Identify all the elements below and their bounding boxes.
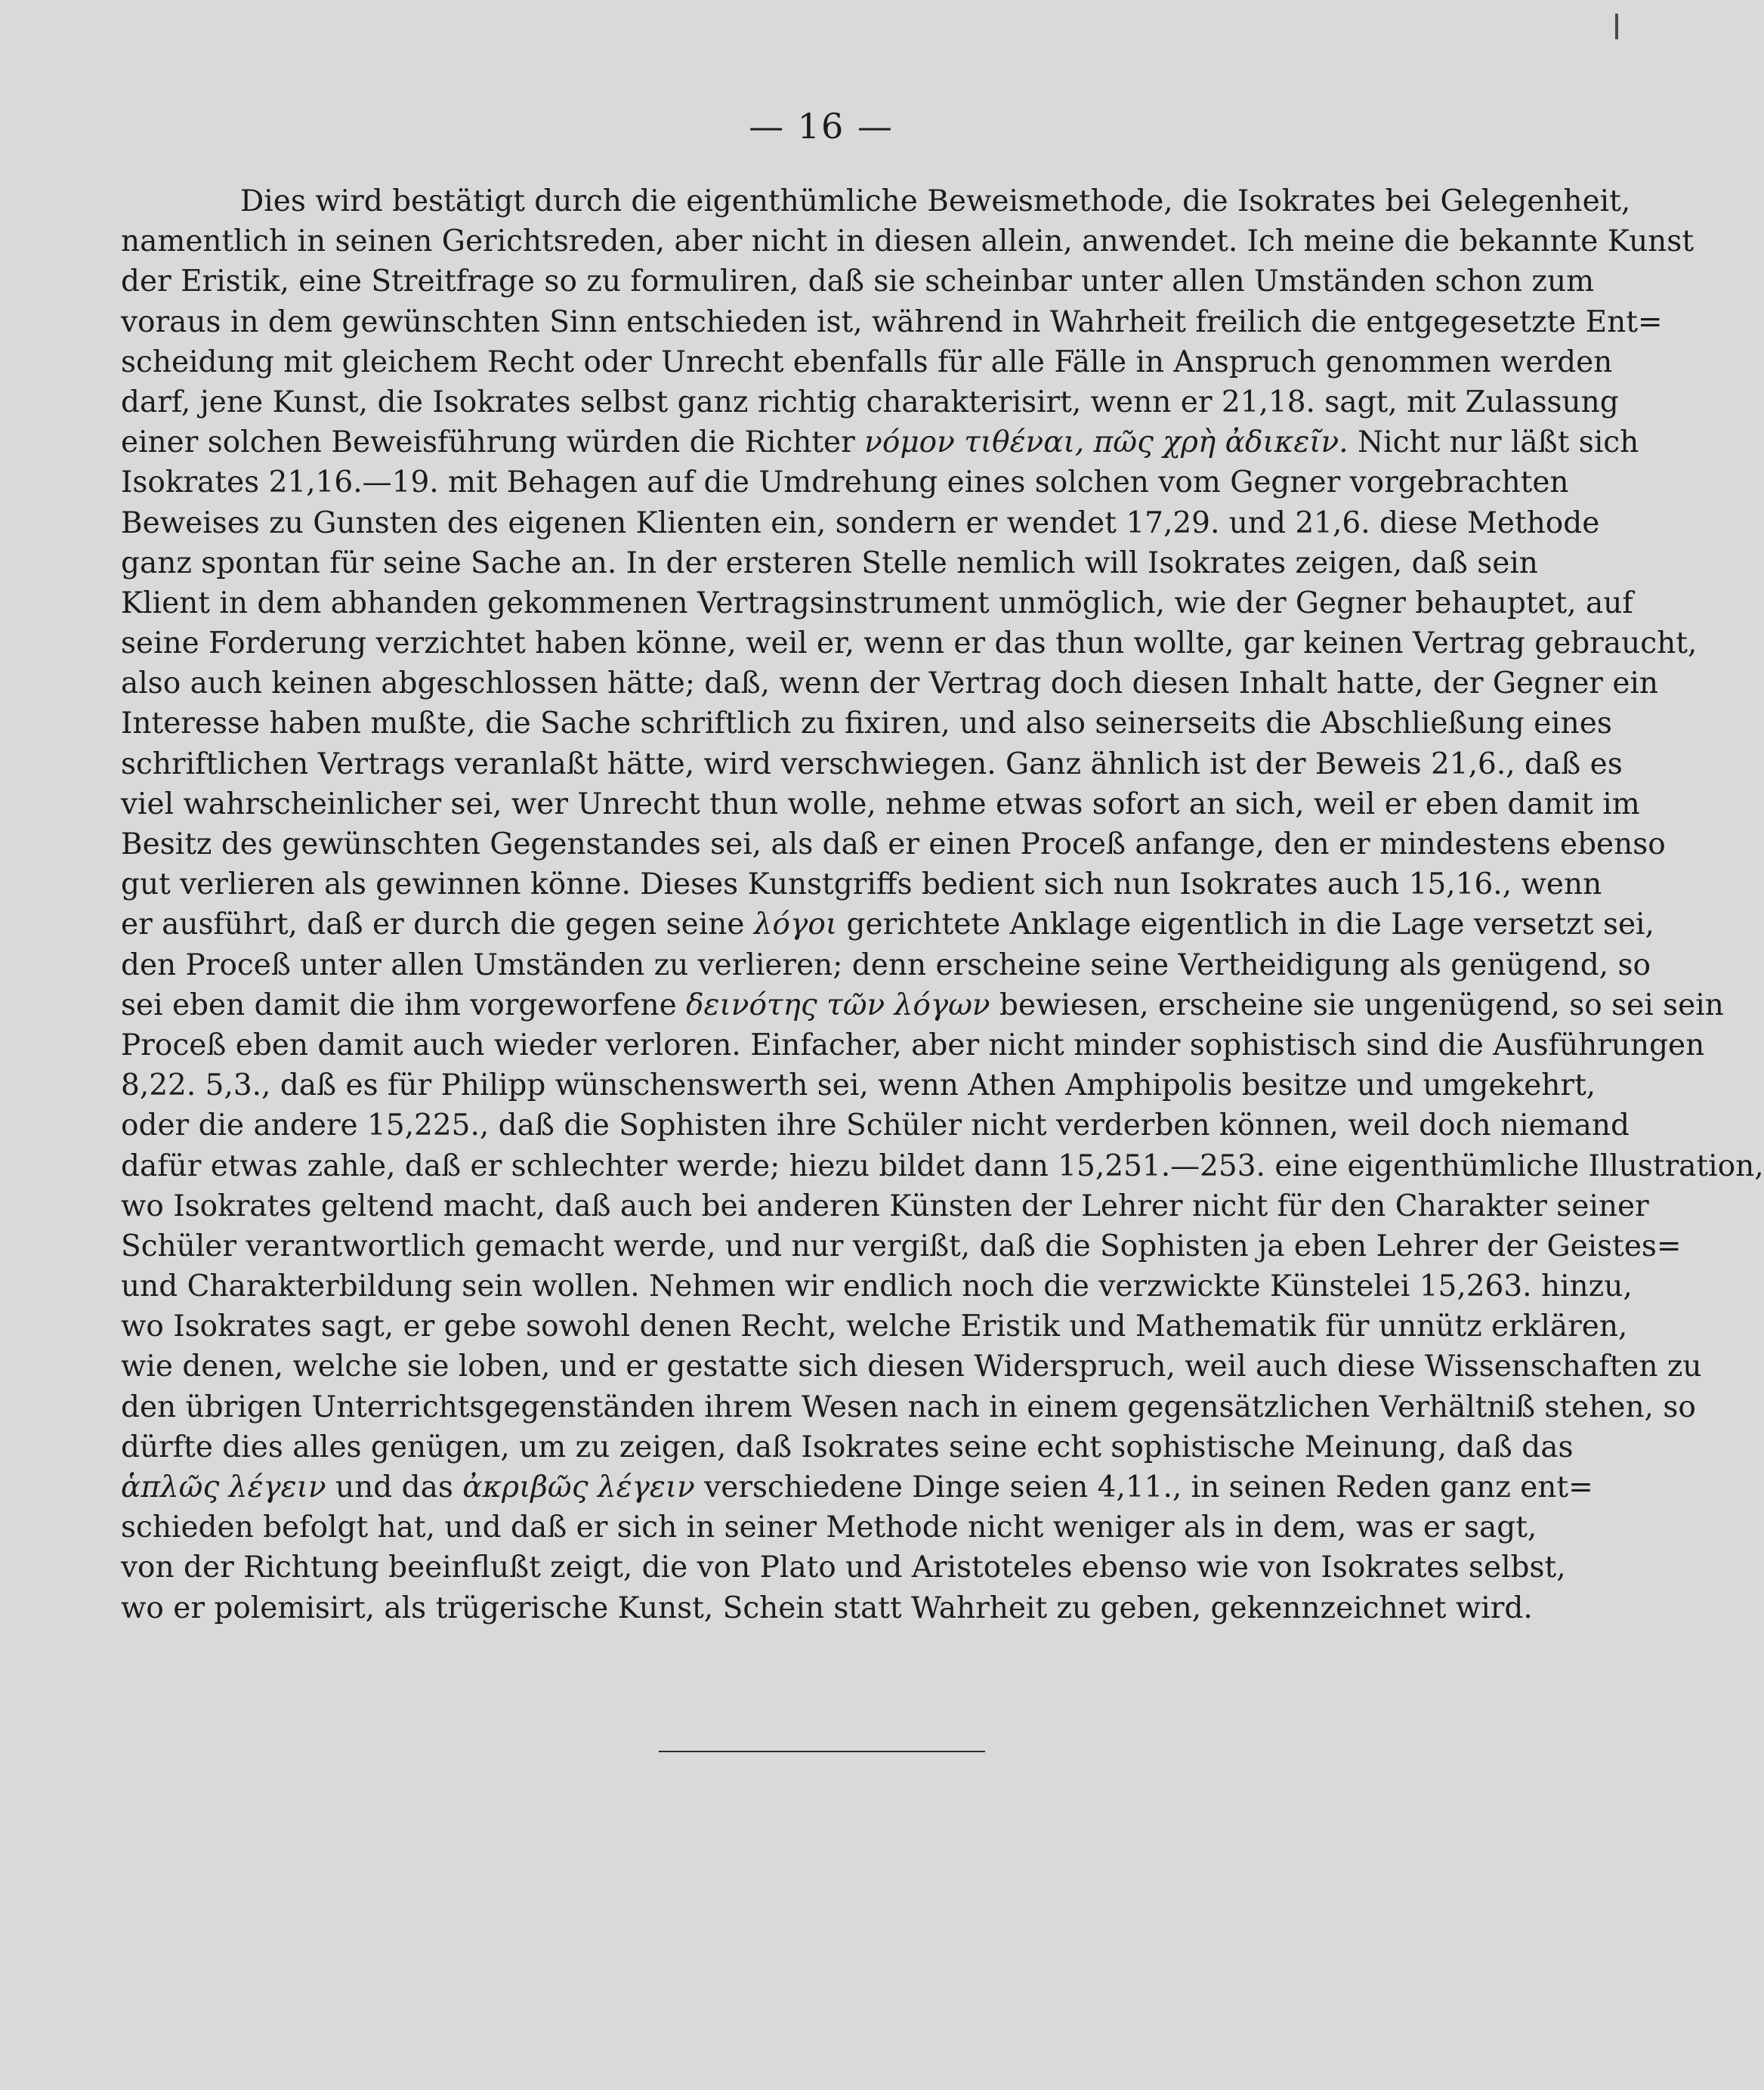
text-segment: sei eben damit die ihm vorgeworfene <box>121 988 687 1022</box>
scan-mark <box>1615 14 1618 39</box>
text-line: von der Richtung beeinflußt zeigt, die von Plato und Aristoteles ebenso wie von Isokrates selbst, <box>121 1550 1566 1585</box>
text-segment: Nicht nur läßt sich <box>1348 425 1639 460</box>
text-line: darf, jene Kunst, die Isokrates selbst ganz richtig charakterisirt, wenn er 21,18. sagt, mit Zulassung <box>121 385 1619 419</box>
text-line <box>121 985 1724 1025</box>
greek-phrase: ἁπλῶς λέγειν <box>121 1470 326 1504</box>
text-line: namentlich in seinen Gerichtsreden, aber nicht in diesen allein, anwendet. Ich meine die bekannte Kunst <box>121 224 1694 259</box>
greek-phrase: λόγοι <box>753 907 838 942</box>
text-line: wie denen, welche sie loben, und er gestatte sich diesen Widerspruch, weil auch diese Wissenschaften zu <box>121 1350 1702 1384</box>
text-line: wo Isokrates geltend macht, daß auch bei anderen Künsten der Lehrer nicht für den Charakter seiner <box>121 1189 1649 1223</box>
text-line: oder die andere 15,225., daß die Sophisten ihre Schüler nicht verderben können, weil doch niemand <box>121 1108 1630 1143</box>
text-line: den Proceß unter allen Umständen zu verlieren; denn erscheine seine Vertheidigung als genügend, so <box>121 948 1651 982</box>
text-line: dürfte dies alles genügen, um zu zeigen, daß Isokrates seine echt sophistische Meinung, daß das <box>121 1430 1574 1464</box>
text-line: schieden befolgt hat, und daß er sich in seiner Methode nicht weniger als in dem, was er sagt, <box>121 1510 1537 1545</box>
text-line: Besitz des gewünschten Gegenstandes sei, als daß er einen Proceß anfange, den er mindestens ebenso <box>121 827 1666 861</box>
text-segment: verschiedene Dinge seien 4,11., in seinen Reden ganz ent= <box>694 1470 1593 1504</box>
text-line <box>121 904 1654 945</box>
text-line: seine Forderung verzichtet haben könne, weil er, wenn er das thun wollte, gar keinen Vertrag gebraucht, <box>121 626 1698 661</box>
text-line: viel wahrscheinlicher sei, wer Unrecht thun wolle, nehme etwas sofort an sich, weil er eben damit im <box>121 787 1640 821</box>
text-line: ganz spontan für seine Sache an. In der ersteren Stelle nemlich will Isokrates zeigen, daß sein <box>121 546 1538 580</box>
text-line: dafür etwas zahle, daß er schlechter werde; hiezu bildet dann 15,251.—253. eine eigenthümliche Illustration, <box>121 1149 1764 1183</box>
end-rule <box>659 1751 985 1752</box>
text-segment: und das <box>326 1470 463 1504</box>
text-line <box>121 422 1639 462</box>
text-line: voraus in dem gewünschten Sinn entschieden ist, während in Wahrheit freilich die entgegesetzte Ent= <box>121 305 1663 339</box>
text-line <box>121 1467 1593 1507</box>
text-line: der Eristik, eine Streitfrage so zu formuliren, daß sie scheinbar unter allen Umständen schon zum <box>121 264 1595 299</box>
text-line: Schüler verantwortlich gemacht werde, und nur vergißt, daß die Sophisten ja eben Lehrer der Geistes= <box>121 1229 1682 1263</box>
text-line: schriftlichen Vertrags veranlaßt hätte, wird verschwiegen. Ganz ähnlich ist der Beweis 21,6., daß es <box>121 747 1623 781</box>
text-line: scheidung mit gleichem Recht oder Unrecht ebenfalls für alle Fälle in Anspruch genommen werden <box>121 345 1613 379</box>
text-line: Dies wird bestätigt durch die eigenthümliche Beweismethode, die Isokrates bei Gelegenheit, <box>240 184 1631 218</box>
text-segment: bewiesen, erscheine sie ungenügend, so sei sein <box>990 988 1724 1022</box>
text-segment: gerichtete Anklage eigentlich in die Lage versetzt sei, <box>837 907 1654 942</box>
text-line: 8,22. 5,3., daß es für Philipp wünschenswerth sei, wenn Athen Amphipolis besitze und umgekehrt, <box>121 1068 1596 1103</box>
page-number: — 16 — <box>749 106 894 147</box>
body-paragraph <box>121 181 1764 1628</box>
text-line: gut verlieren als gewinnen könne. Dieses Kunstgriffs bedient sich nun Isokrates auch 15,16., wenn <box>121 867 1602 902</box>
text-segment: einer solchen Beweisführung würden die Richter <box>121 425 865 460</box>
greek-phrase: ἀκριβῶς λέγειν <box>462 1470 695 1504</box>
text-line: Klient in dem abhanden gekommenen Vertragsinstrument unmöglich, wie der Gegner behauptet, auf <box>121 586 1633 620</box>
greek-phrase: νόμον τιθέναι, πῶς χρὴ ἀδικεῖν. <box>864 425 1348 460</box>
text-line: also auch keinen abgeschlossen hätte; daß, wenn der Vertrag doch diesen Inhalt hatte, der Gegner ein <box>121 666 1659 701</box>
text-segment: er ausführt, daß er durch die gegen seine <box>121 907 754 942</box>
text-line: Proceß eben damit auch wieder verloren. Einfacher, aber nicht minder sophistisch sind die Ausführungen <box>121 1028 1705 1062</box>
text-line: Beweises zu Gunsten des eigenen Klienten ein, sondern er wendet 17,29. und 21,6. diese Methode <box>121 505 1600 540</box>
text-line: Interesse haben mußte, die Sache schriftlich zu fixiren, und also seinerseits die Abschließung eines <box>121 706 1612 741</box>
text-line: und Charakterbildung sein wollen. Nehmen wir endlich noch die verzwickte Künstelei 15,263. hinzu, <box>121 1269 1633 1304</box>
text-line: den übrigen Unterrichtsgegenständen ihrem Wesen nach in einem gegensätzlichen Verhältniß stehen, so <box>121 1390 1696 1424</box>
greek-phrase: δεινότης τῶν λόγων <box>686 988 990 1022</box>
text-line: wo Isokrates sagt, er gebe sowohl denen Recht, welche Eristik und Mathematik für unnütz erklären, <box>121 1309 1628 1344</box>
text-line: wo er polemisirt, als trügerische Kunst, Schein statt Wahrheit zu geben, gekennzeichnet wird. <box>121 1591 1533 1625</box>
text-line: Isokrates 21,16.—19. mit Behagen auf die Umdrehung eines solchen vom Gegner vorgebrachten <box>121 465 1569 500</box>
